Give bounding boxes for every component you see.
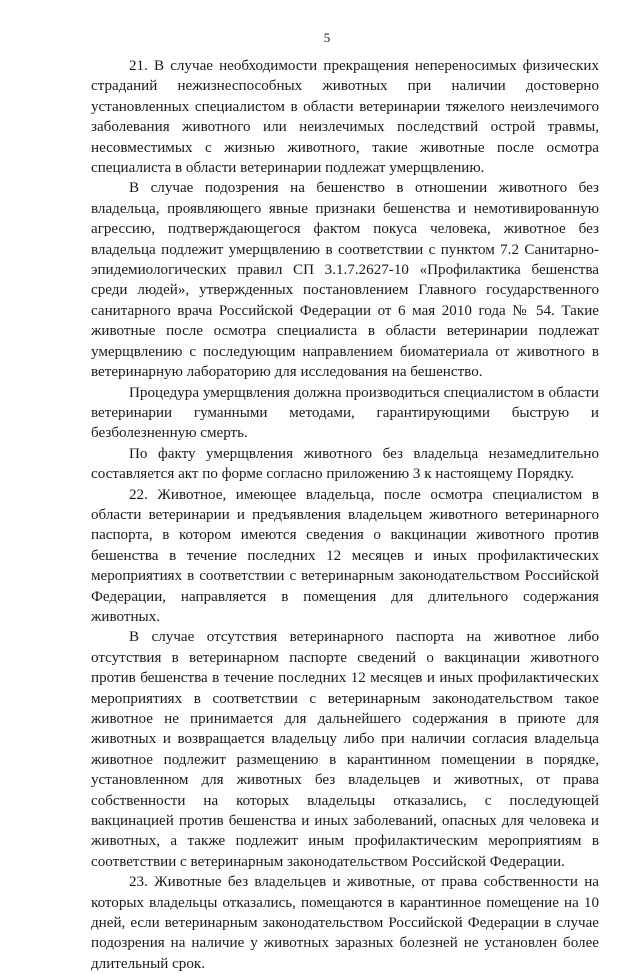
paragraph-no-passport: В случае отсутствия ветеринарного паспорта на животное либо отсутствия в ветеринарном паспорте сведений о вакцинации животного против бешенства в течение последних 12 месяцев и иных профилактических мероприятиях в соответствии с ветеринарным законодательством такое животное не принимается для дальнейшего содержания в приюте для животных и возвращается владельцу либо при наличии согласия владельца животное подлежит размещению в карантинном помещении в порядке, установленном для животных без владельцев и животных, от права собственности на которых владельцы отказались, с последующей вакцинацией против бешенства и иных заболеваний, опасных для человека и животных, а также подлежит иным профилактическим мероприятиям в соответствии с ветеринарным законодательством Российской Федерации. — [91, 629, 599, 870]
paragraph-22: 22. Животное, имеющее владельца, после осмотра специалистом в области ветеринарии и предъявления владельцем животного ветеринарного паспорта, в котором имеются сведения о вакцинации животного против бешенства в течение последних 12 месяцев и иных профилактических мероприятиях в соответствии с ветеринарным законодательством Российской Федерации, направляется в помещения для длительного содержания животных. — [91, 486, 599, 625]
paragraph-21: 21. В случае необходимости прекращения непереносимых физических страданий нежизнеспособных животных при наличии достоверно установленных специалистом в области ветеринарии тяжелого неизлечимого заболевания животного или неизлечимых последствий острой травмы, несовместимых с жизнью животного, такие животные после осмотра специалиста в области ветеринарии подлежат умерщвлению. — [91, 58, 599, 177]
paragraph-euthanasia-procedure: Процедура умерщвления должна производиться специалистом в области ветеринарии гуманными методами, гарантирующими быструю и безболезненную смерть. — [91, 384, 599, 442]
paragraph-euthanasia-act: По факту умерщвления животного без владельца незамедлительно составляется акт по форме согласно приложению 3 к настоящему Порядку. — [91, 445, 599, 483]
paragraph-rabies-suspicion: В случае подозрения на бешенство в отношении животного без владельца, проявляющего явные признаки бешенства и немотивированную агрессию, подтверждающегося фактом покуса человека, животное без владельца подлежит умерщвлению в соответствии с пунктом 7.2 Санитарно-эпидемиологических правил СП 3.1.7.2627-10 «Профилактика бешенства среди людей», утвержденных постановлением Главного государственного санитарного врача Российской Федерации от 6 мая 2010 года № 54. Такие животные после осмотра специалиста в области ветеринарии подлежат умерщвлению с последующим направлением биоматериала от животного в ветеринарную лабораторию для исследования на бешенство. — [91, 180, 599, 381]
page-number: 5 — [323, 30, 331, 45]
paragraph-23: 23. Животные без владельцев и животные, от права собственности на которых владельцы отказались, помещаются в карантинное помещение на 10 дней, если ветеринарным законодательством Российской Федерации в случае подозрения на наличие у животных заразных болезней не установлен более длительный срок. — [91, 874, 599, 972]
